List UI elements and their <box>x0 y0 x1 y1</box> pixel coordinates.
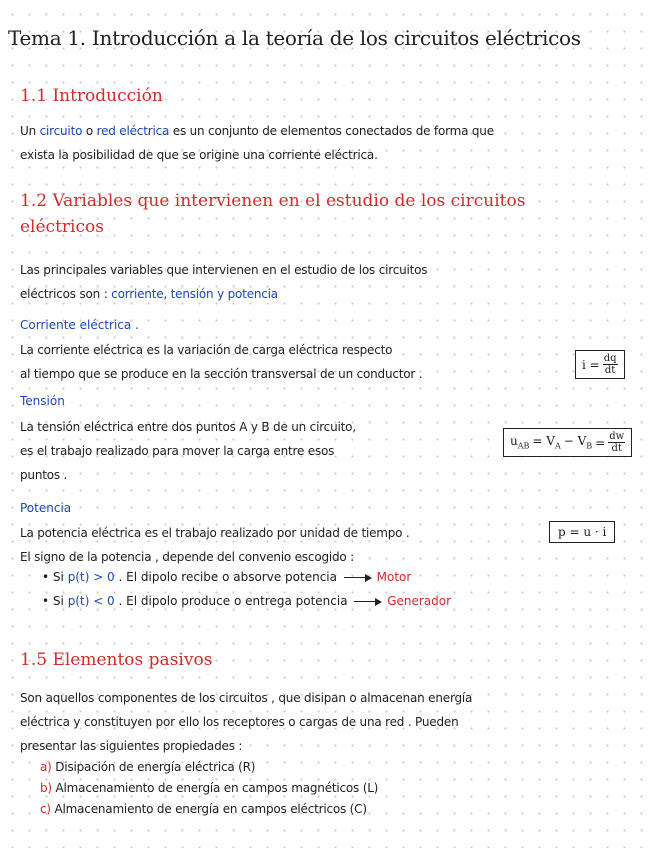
list-item <box>40 799 367 819</box>
formula-corriente <box>575 350 625 379</box>
term-potencia: potencia <box>227 287 278 301</box>
list-item <box>40 757 255 777</box>
section-heading-elementos-pasivos: 1.5 Elementos pasivos <box>20 650 213 670</box>
text: . El dipolo produce o entrega potencia <box>118 594 348 608</box>
bullet-dot: • <box>42 594 50 608</box>
equals: = <box>595 435 606 450</box>
condition: p(t) < 0 <box>67 594 115 608</box>
subheading-tension: Tensión <box>20 394 65 408</box>
section-heading-variables <box>20 188 640 240</box>
potencia-line-1: La potencia eléctrica es el trabajo realizado por unidad de tiempo . <box>20 526 410 540</box>
numerator: dw <box>609 431 625 442</box>
text: Si <box>52 570 64 584</box>
subscript: A <box>554 441 561 451</box>
term-corriente: corriente <box>111 287 164 301</box>
formula-tension <box>503 428 632 457</box>
bullet-generador <box>42 594 451 608</box>
text: y <box>217 287 224 301</box>
formula-potencia: p = u · i <box>549 521 615 543</box>
subheading-potencia: Potencia <box>20 501 72 515</box>
formula-lhs: i = <box>582 357 600 372</box>
potencia-line-2: El signo de la potencia , depende del convenio escogido : <box>20 550 355 564</box>
pasivos-line-3: presentar las siguientes propiedades : <box>20 739 243 753</box>
tension-line-1: La tensión eléctrica entre dos puntos A y B de un circuito, <box>20 420 356 434</box>
subscript: B <box>586 441 593 451</box>
corriente-line-2: al tiempo que se produce en la sección transversal de un conductor . <box>20 367 423 381</box>
text: Si <box>52 594 64 608</box>
heading-line-2: eléctricos <box>20 217 104 237</box>
page-title: Tema 1. Introducción a la teoría de los circuitos eléctricos <box>8 26 581 50</box>
symbol: − V <box>563 434 587 449</box>
formula-lhs <box>510 434 529 450</box>
condition: p(t) > 0 <box>67 570 115 584</box>
symbol: u <box>510 434 518 449</box>
subheading-corriente: Corriente eléctrica . <box>20 318 139 332</box>
denominator: dt <box>611 443 622 454</box>
variables-intro-line-1: Las principales variables que intervienen en el estudio de los circuitos <box>20 263 428 277</box>
item-text: Almacenamiento de energía en campos magnéticos (L) <box>55 781 379 795</box>
pasivos-line-2: eléctrica y constituyen por ello los receptores o cargas de una red . Pueden <box>20 715 459 729</box>
item-letter: b) <box>40 781 52 795</box>
item-text: Almacenamiento de energía en campos eléctricos (C) <box>54 802 367 816</box>
text: es un conjunto de elementos conectados de forma que <box>172 124 494 138</box>
term-red-electrica: red eléctrica <box>96 124 170 138</box>
intro-line-2: exista la posibilidad de que se origine una corriente eléctrica. <box>20 148 378 162</box>
text: Un <box>20 124 36 138</box>
subscript: AB <box>517 441 530 451</box>
section-heading-introduccion: 1.1 Introducción <box>20 86 163 106</box>
tension-line-2: es el trabajo realizado para mover la carga entre esos <box>20 444 335 458</box>
formula-mid <box>532 434 560 450</box>
variables-intro-line-2 <box>20 284 278 304</box>
formula-minus <box>564 434 592 450</box>
text: , <box>163 287 168 301</box>
result-motor: Motor <box>376 570 412 584</box>
symbol: = V <box>532 434 555 449</box>
fraction <box>608 431 625 454</box>
arrow-right-icon <box>344 577 370 578</box>
intro-line-1 <box>20 121 494 141</box>
denominator: dt <box>604 365 616 376</box>
fraction <box>603 353 618 376</box>
text: . El dipolo recibe o absorve potencia <box>118 570 337 584</box>
item-letter: c) <box>40 802 51 816</box>
result-generador: Generador <box>387 594 452 608</box>
list-item <box>40 778 378 798</box>
corriente-line-1: La corriente eléctrica es la variación de carga eléctrica respecto <box>20 343 393 357</box>
item-letter: a) <box>40 760 52 774</box>
bullet-motor <box>42 570 411 584</box>
arrow-right-icon <box>354 601 380 602</box>
item-text: Disipación de energía eléctrica (R) <box>55 760 256 774</box>
text: o <box>85 124 93 138</box>
term-circuito: circuito <box>39 124 83 138</box>
text: eléctricos son : <box>20 287 108 301</box>
tension-line-3: puntos . <box>20 468 68 482</box>
heading-line-1: 1.2 Variables que intervienen en el estudio de los circuitos <box>20 191 526 211</box>
pasivos-line-1: Son aquellos componentes de los circuitos , que disipan o almacenan energía <box>20 691 473 705</box>
bullet-dot: • <box>42 570 50 584</box>
numerator: dq <box>603 353 617 364</box>
term-tension: tensión <box>170 287 214 301</box>
